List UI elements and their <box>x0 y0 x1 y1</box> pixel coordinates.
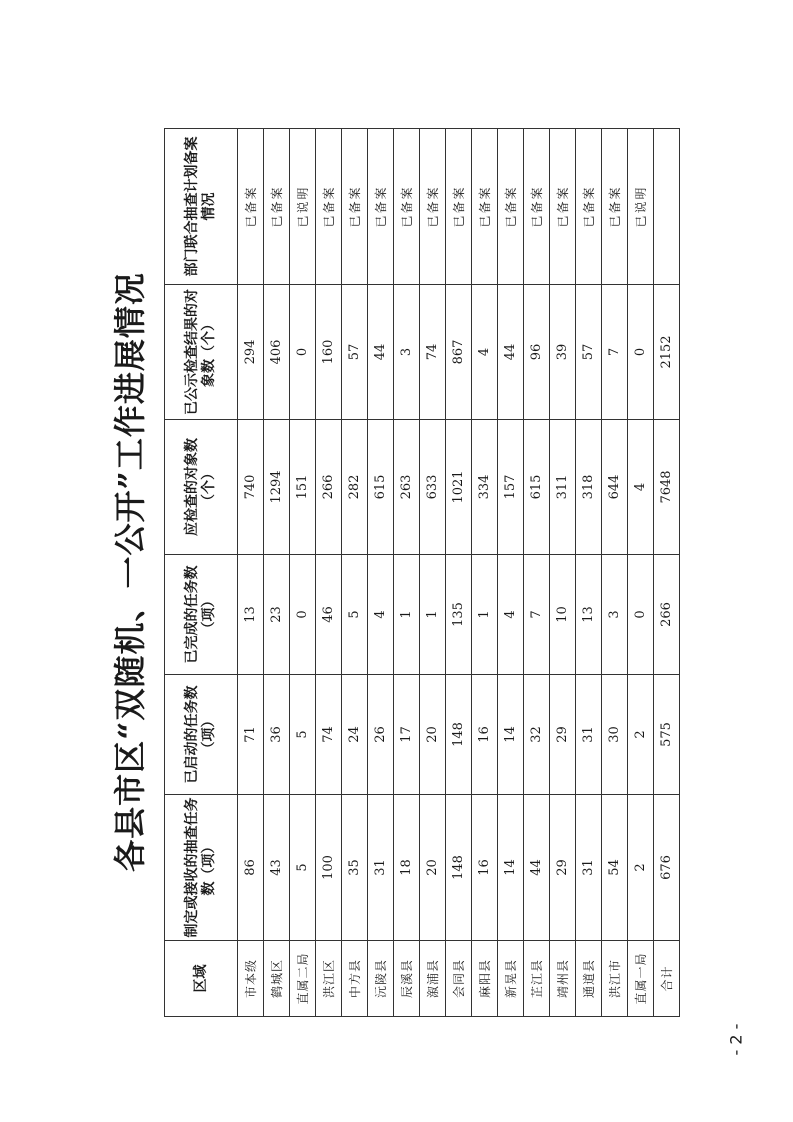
filing-status-cell: 已备案 <box>238 129 264 285</box>
table-body <box>238 129 680 1017</box>
table-row <box>264 129 290 1017</box>
value-cell: 14 <box>498 675 524 795</box>
value-cell: 35 <box>342 795 368 941</box>
value-cell: 867 <box>446 285 472 420</box>
value-cell: 148 <box>446 675 472 795</box>
column-header: 制定或接收的抽查任务数（项） <box>165 795 238 941</box>
filing-status-cell: 已备案 <box>264 129 290 285</box>
region-cell: 辰溪县 <box>394 941 420 1017</box>
table-row <box>576 129 602 1017</box>
value-cell: 44 <box>524 795 550 941</box>
value-cell: 4 <box>628 420 654 555</box>
filing-status-cell: 已备案 <box>576 129 602 285</box>
value-cell: 71 <box>238 675 264 795</box>
value-cell: 266 <box>316 420 342 555</box>
region-cell: 直属一局 <box>628 941 654 1017</box>
filing-status-cell: 已备案 <box>420 129 446 285</box>
value-cell: 615 <box>524 420 550 555</box>
value-cell: 20 <box>420 795 446 941</box>
region-cell: 市本级 <box>238 941 264 1017</box>
column-header: 已公示检查结果的对象数（个） <box>165 285 238 420</box>
value-cell: 3 <box>602 555 628 675</box>
value-cell: 26 <box>368 675 394 795</box>
page-number: - 2 - <box>726 1023 746 1056</box>
value-cell: 4 <box>498 555 524 675</box>
value-cell: 29 <box>550 675 576 795</box>
table-row <box>602 129 628 1017</box>
region-cell: 会同县 <box>446 941 472 1017</box>
filing-status-cell: 已备案 <box>446 129 472 285</box>
filing-status-cell: 已说明 <box>628 129 654 285</box>
value-cell: 16 <box>472 795 498 941</box>
value-cell: 44 <box>498 285 524 420</box>
value-cell: 5 <box>290 675 316 795</box>
value-cell: 10 <box>550 555 576 675</box>
value-cell: 148 <box>446 795 472 941</box>
region-cell: 新晃县 <box>498 941 524 1017</box>
table-header <box>165 129 238 1017</box>
value-cell: 74 <box>420 285 446 420</box>
table-row <box>628 129 654 1017</box>
filing-status-cell: 已备案 <box>550 129 576 285</box>
region-cell: 靖州县 <box>550 941 576 1017</box>
value-cell: 135 <box>446 555 472 675</box>
filing-status-cell: 已备案 <box>342 129 368 285</box>
value-cell: 74 <box>316 675 342 795</box>
value-cell: 282 <box>342 420 368 555</box>
table-row <box>446 129 472 1017</box>
column-header: 区域 <box>165 941 238 1017</box>
column-header: 已启动的任务数（项） <box>165 675 238 795</box>
filing-status-cell: 已备案 <box>394 129 420 285</box>
value-cell: 3 <box>394 285 420 420</box>
filing-status-cell: 已备案 <box>316 129 342 285</box>
value-cell: 31 <box>368 795 394 941</box>
value-cell: 263 <box>394 420 420 555</box>
value-cell: 575 <box>654 675 680 795</box>
value-cell: 13 <box>238 555 264 675</box>
value-cell: 633 <box>420 420 446 555</box>
value-cell: 24 <box>342 675 368 795</box>
value-cell: 31 <box>576 795 602 941</box>
page-title: 各县市区“双随机、一公开”工作进展情况 <box>111 272 149 872</box>
table-row <box>368 129 394 1017</box>
value-cell: 311 <box>550 420 576 555</box>
value-cell: 20 <box>420 675 446 795</box>
value-cell: 644 <box>602 420 628 555</box>
value-cell: 7 <box>602 285 628 420</box>
value-cell: 2 <box>628 675 654 795</box>
value-cell: 96 <box>524 285 550 420</box>
value-cell: 2152 <box>654 285 680 420</box>
value-cell: 151 <box>290 420 316 555</box>
value-cell: 29 <box>550 795 576 941</box>
value-cell: 676 <box>654 795 680 941</box>
table-row <box>342 129 368 1017</box>
value-cell: 17 <box>394 675 420 795</box>
value-cell: 160 <box>316 285 342 420</box>
value-cell: 294 <box>238 285 264 420</box>
region-cell: 芷江县 <box>524 941 550 1017</box>
region-cell: 通道县 <box>576 941 602 1017</box>
rotated-page-content <box>104 127 674 1017</box>
table-row <box>290 129 316 1017</box>
region-cell: 直属二局 <box>290 941 316 1017</box>
region-cell: 鹤城区 <box>264 941 290 1017</box>
value-cell: 44 <box>368 285 394 420</box>
value-cell: 406 <box>264 285 290 420</box>
value-cell: 18 <box>394 795 420 941</box>
value-cell: 4 <box>472 285 498 420</box>
column-header: 应检查的对象数（个） <box>165 420 238 555</box>
filing-status-cell: 已备案 <box>368 129 394 285</box>
value-cell: 2 <box>628 795 654 941</box>
region-cell: 中方县 <box>342 941 368 1017</box>
filing-status-cell <box>654 129 680 285</box>
value-cell: 1021 <box>446 420 472 555</box>
value-cell: 615 <box>368 420 394 555</box>
region-cell: 麻阳县 <box>472 941 498 1017</box>
table-row <box>550 129 576 1017</box>
table-row <box>498 129 524 1017</box>
value-cell: 30 <box>602 675 628 795</box>
header-row <box>165 129 238 1017</box>
filing-status-cell: 已备案 <box>498 129 524 285</box>
value-cell: 0 <box>628 285 654 420</box>
region-cell: 合计 <box>654 941 680 1017</box>
value-cell: 740 <box>238 420 264 555</box>
value-cell: 23 <box>264 555 290 675</box>
value-cell: 4 <box>368 555 394 675</box>
value-cell: 39 <box>550 285 576 420</box>
column-header: 已完成的任务数（项） <box>165 555 238 675</box>
value-cell: 5 <box>290 795 316 941</box>
value-cell: 1 <box>420 555 446 675</box>
table-row <box>394 129 420 1017</box>
value-cell: 0 <box>628 555 654 675</box>
progress-table <box>164 128 680 1017</box>
value-cell: 0 <box>290 555 316 675</box>
table-row <box>420 129 446 1017</box>
value-cell: 57 <box>576 285 602 420</box>
table-row <box>524 129 550 1017</box>
value-cell: 100 <box>316 795 342 941</box>
table-row <box>472 129 498 1017</box>
filing-status-cell: 已备案 <box>472 129 498 285</box>
value-cell: 1 <box>472 555 498 675</box>
value-cell: 86 <box>238 795 264 941</box>
value-cell: 318 <box>576 420 602 555</box>
table-row <box>316 129 342 1017</box>
filing-status-cell: 已备案 <box>602 129 628 285</box>
value-cell: 57 <box>342 285 368 420</box>
value-cell: 5 <box>342 555 368 675</box>
value-cell: 1 <box>394 555 420 675</box>
value-cell: 334 <box>472 420 498 555</box>
value-cell: 54 <box>602 795 628 941</box>
filing-status-cell: 已备案 <box>524 129 550 285</box>
value-cell: 157 <box>498 420 524 555</box>
filing-status-cell: 已说明 <box>290 129 316 285</box>
table-row <box>238 129 264 1017</box>
value-cell: 43 <box>264 795 290 941</box>
value-cell: 36 <box>264 675 290 795</box>
table-row <box>654 129 680 1017</box>
value-cell: 46 <box>316 555 342 675</box>
value-cell: 32 <box>524 675 550 795</box>
value-cell: 0 <box>290 285 316 420</box>
region-cell: 洪江市 <box>602 941 628 1017</box>
region-cell: 洪江区 <box>316 941 342 1017</box>
value-cell: 13 <box>576 555 602 675</box>
value-cell: 14 <box>498 795 524 941</box>
value-cell: 1294 <box>264 420 290 555</box>
region-cell: 溆浦县 <box>420 941 446 1017</box>
column-header: 部门联合抽查计划备案情况 <box>165 129 238 285</box>
value-cell: 7648 <box>654 420 680 555</box>
value-cell: 266 <box>654 555 680 675</box>
region-cell: 沅陵县 <box>368 941 394 1017</box>
value-cell: 7 <box>524 555 550 675</box>
value-cell: 31 <box>576 675 602 795</box>
value-cell: 16 <box>472 675 498 795</box>
